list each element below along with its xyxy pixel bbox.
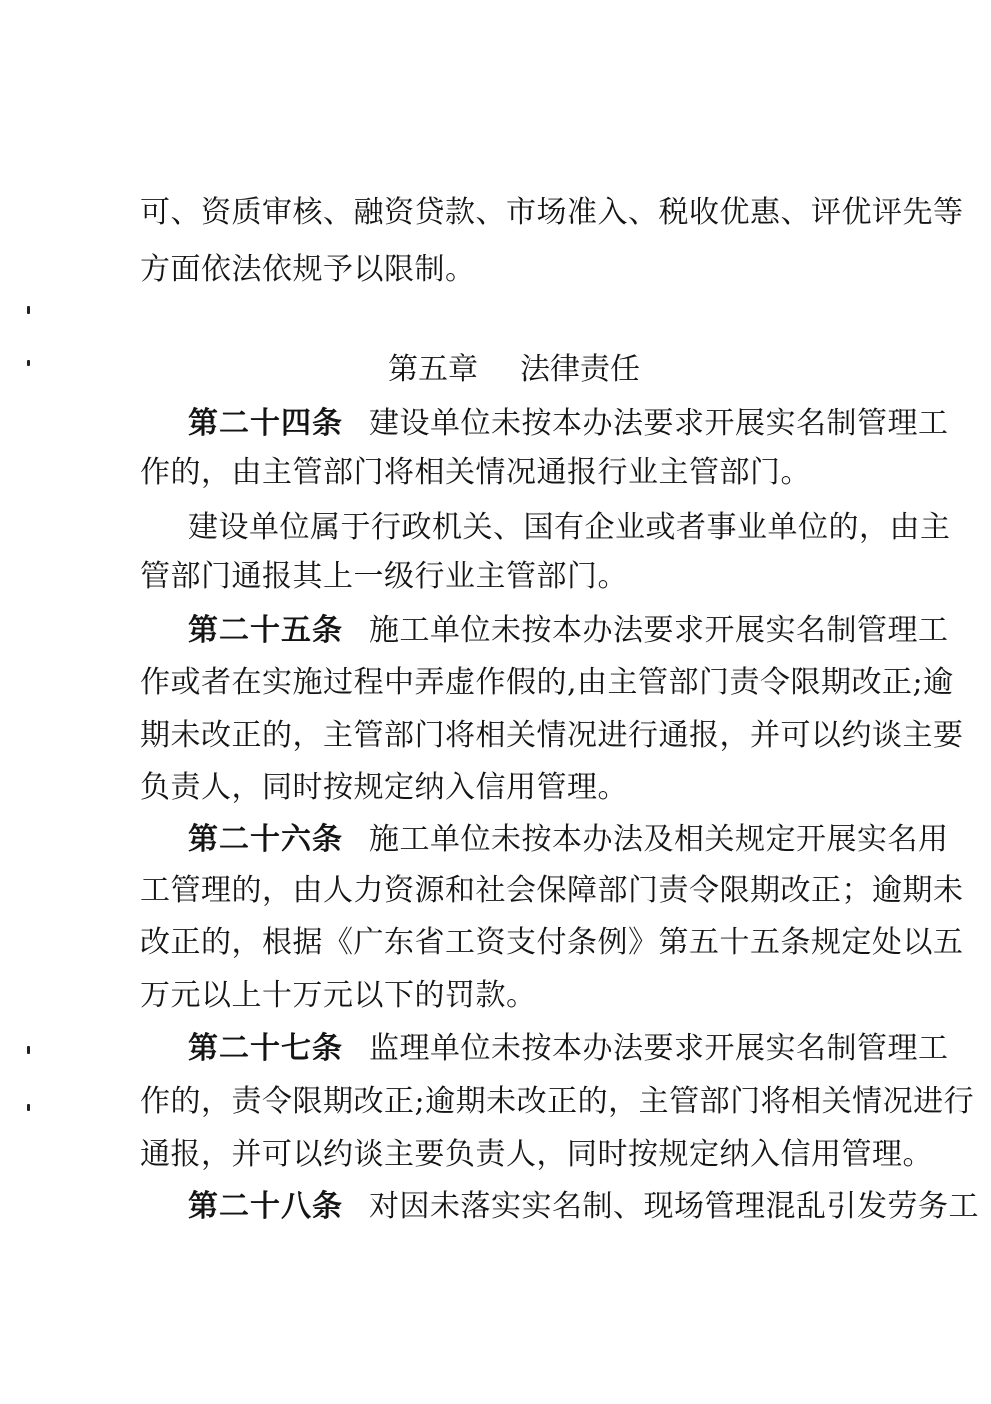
binding-hole-mark: [27, 1104, 30, 1111]
binding-hole-mark: [27, 360, 30, 366]
article-line: 改正的，根据《广东省工资支付条例》第五十五条规定处以五: [140, 925, 964, 960]
article-line: 作的，责令限期改正;逾期未改正的，主管部门将相关情况进行: [140, 1084, 975, 1119]
article-title: 第二十五条: [188, 613, 343, 648]
article-line: 负责人，同时按规定纳入信用管理。: [140, 770, 628, 805]
binding-hole-mark: [27, 306, 30, 314]
article-text: 监理单位未按本办法要求开展实名制管理工: [369, 1031, 949, 1066]
article-line: 建设单位属于行政机关、国有企业或者事业单位的，由主: [188, 510, 951, 545]
article-text: 施工单位未按本办法及相关规定开展实名用: [369, 822, 949, 857]
article-title: 第二十七条: [188, 1031, 343, 1066]
article-25: [188, 611, 949, 651]
article-24: [188, 404, 949, 444]
article-title: 第二十六条: [188, 822, 343, 857]
article-line: 通报，并可以约谈主要负责人，同时按规定纳入信用管理。: [140, 1137, 933, 1172]
binding-hole-mark: [27, 1046, 30, 1054]
article-text: 对因未落实实名制、现场管理混乱引发劳务工: [369, 1189, 979, 1224]
article-27: [188, 1029, 949, 1069]
article-title: 第二十八条: [188, 1189, 343, 1224]
continuation-line: 可、资质审核、融资贷款、市场准入、税收优惠、评优评先等: [140, 195, 964, 230]
continuation-line: 方面依法依规予以限制。: [140, 252, 476, 287]
chapter-title: 法律责任: [520, 352, 640, 387]
article-text: 建设单位未按本办法要求开展实名制管理工: [369, 406, 949, 441]
article-title: 第二十四条: [188, 406, 343, 441]
chapter-heading: [388, 350, 640, 390]
article-26: [188, 820, 949, 860]
article-text: 施工单位未按本办法要求开展实名制管理工: [369, 613, 949, 648]
article-28: [188, 1187, 979, 1227]
article-line: 万元以上十万元以下的罚款。: [140, 978, 537, 1013]
article-line: 管部门通报其上一级行业主管部门。: [140, 559, 628, 594]
article-line: 期未改正的，主管部门将相关情况进行通报，并可以约谈主要: [140, 718, 964, 753]
article-line: 工管理的，由人力资源和社会保障部门责令限期改正；逾期未: [140, 873, 964, 908]
article-line: 作或者在实施过程中弄虚作假的,由主管部门责令限期改正;逾: [140, 665, 954, 700]
article-line: 作的，由主管部门将相关情况通报行业主管部门。: [140, 455, 811, 490]
chapter-number: 第五章: [388, 352, 478, 387]
